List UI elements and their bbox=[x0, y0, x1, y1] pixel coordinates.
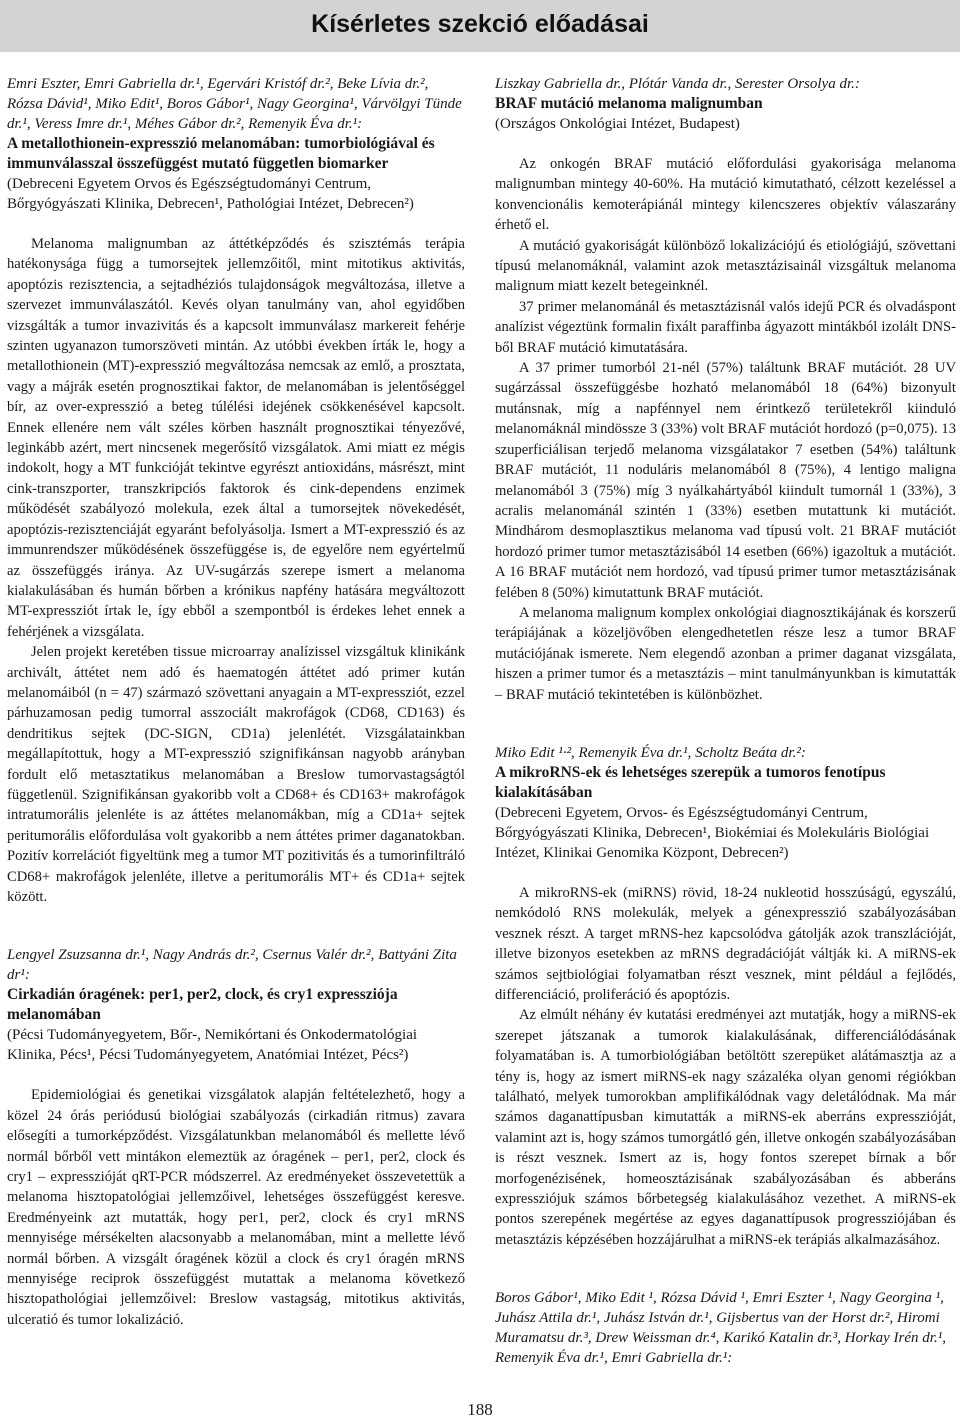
abstract-next-authors bbox=[495, 1288, 956, 1368]
abstract-authors: Lengyel Zsuzsanna dr.¹, Nagy András dr.², Csernus Valér dr.², Battyáni Zita dr¹: bbox=[7, 947, 457, 984]
abstract-microrna bbox=[495, 743, 956, 1250]
section-title: Kísérletes szekció előadásai bbox=[311, 10, 649, 38]
abstract-paragraph: 37 primer melanománál és metasztázisnál valós idejű PCR és olvadáspont analízist végeztünk formalin fixált paraffinba ágyazott mintákból izolált DNS-ből BRAF mutáció kimutatására. bbox=[495, 298, 956, 356]
abstract-title: BRAF mutáció melanoma malignumban bbox=[495, 95, 763, 112]
abstract-paragraph: A 37 primer tumorból 21-nél (57%) találtunk BRAF mutációt. 28 UV sugárzással összefüggésbe hozható melanomából 18 (64%) bizonyult mutánsnak, míg a napfénnyel nem érintkező területekről kiinduló melanomáknál mindössze 3 (33%) volt BRAF mutációt hordozó (p=0,075). 13 szuperficiálisan terjedő melanoma vizsgálatakor 7 esetben (54%) találtunk BRAF mutációt, 11 noduláris melanomából 8 (75%), 4 lentigo maligna melanomából 3 (75%) míg 3 nyálkahártyából kiindult tumornál 1 (33%), 3 acralis melanománál szintén 1 (33%) esetben mutattunk ki mutációt. Mindhárom desmoplasztikus melanoma vad típusú volt. 21 BRAF mutációt hordozó primer tumor metasztázisából 14 esetben (66%) igazoltuk a mutációt. A 16 BRAF mutációt nem hordozó, vad típusú primer tumor metasztázisának felében 8 (50%) kimutattunk BRAF mutációt. bbox=[495, 360, 956, 601]
abstract-authors: Boros Gábor¹, Miko Edit ¹, Rózsa Dávid ¹, Emri Eszter ¹, Nagy Georgina ¹, Juhász Attila dr.¹, Juhász István dr.¹, Gijsbertus van der Horst dr.², Hiromi Muramatsu dr.³, Drew Weissman dr.⁴, Karikó Katalin dr.³, Horkay Irén dr.¹, Remenyik Éva dr.¹, Emri Gabriella dr.¹: bbox=[495, 1290, 946, 1367]
abstract-paragraph: Jelen projekt keretében tissue microarray analízissel vizsgáltuk klinikánk archivált, áttétet nem adó és haematogén áttétet adó primer kután melanomáiból (n = 47) származó szövettani anyagain a MT-expressziót, ezzel párhuzamosan pedig tumorral asszociált makrofágok (CD68, CD163) és dendritikus sejtek (DC-SIGN, CD1a) jelenlétét. Vizsgálatainkban megállapítottuk, hogy a MT-expresszió szignifikánsan nagyobb arányban fordult elő metasztatikus melanomában a Breslow tumorvastagságtól függetlenül. Szignifikánsan gyakoribb volt a CD68+ és CD163+ makrofágok intratumorális jelenléte is az áttétes melanomákban, míg a CD1a+ sejtek peritumorális előfordulása volt gyakoribb a nem áttétes primer daganatokban. Pozitív korrelációt figyeltünk meg a tumor MT pozitivitás és a tumorinfiltráló CD68+ makrofágok jelenléte, illetve a peritumorális MT+ és CD1a+ sejtek között. bbox=[7, 644, 465, 905]
abstract-body bbox=[7, 234, 465, 907]
abstract-title: A metallothionein-expresszió melanomában: tumorbiológiával és immunválasszal összefüggést mutató független biomarker bbox=[7, 135, 435, 172]
abstract-braf-mutation bbox=[495, 74, 956, 705]
abstract-affiliation: (Országos Onkológiai Intézet, Budapest) bbox=[495, 116, 740, 132]
abstract-authors: Liszkay Gabriella dr., Plótár Vanda dr., Serester Orsolya dr.: bbox=[495, 76, 860, 92]
abstract-title: A mikroRNS-ek és lehetséges szerepük a tumoros fenotípus kialakításában bbox=[495, 763, 886, 801]
section-header bbox=[0, 0, 960, 52]
abstract-affiliation: (Debreceni Egyetem, Orvos- és Egészségtudományi Centrum, Bőrgyógyászati Klinika, Debrecen¹, Biokémiai és Molekuláris Biológiai Intézet, Klinikai Genomika Központ, Debrecen²) bbox=[495, 804, 930, 861]
abstract-paragraph: A melanoma malignum komplex onkológiai diagnosztikájának és korszerű terápiájának a közeljövőben elengedhetetlen része lesz a tumor BRAF mutációjának ismerete. Nem elegendő azonban a primer daganat vizsgálata, hiszen a primer tumor és a metasztázis – mint tanulmányunkban is kimutatták – BRAF mutáció tekintetében is különbözhet. bbox=[495, 604, 956, 703]
page-number: 188 bbox=[467, 1400, 493, 1419]
abstract-body bbox=[7, 1085, 465, 1330]
abstract-paragraph: Az elmúlt néhány év kutatási eredményei azt mutatják, hogy a miRNS-ek szerepet játszanak a tumorok kialakulásának, differenciálódásának folyamatában is. A tumorbiológiában betöltött szerepüket alátámasztja az a tény is, hogy az ismert miRNS-ek nagy százaléka olyan genomi régiókban található, melyek tumorokban amplifikálódnak vagy deletálódnak. Ma már számos daganattípusban kimutatták a miRNS-ek aberráns expresszióját, valamint azt is, hogy számos tumorgátló gén, illetve onkogén szabályozásában is részt vesznek. Ismert az is, hogy fontos szerepet bírnak a bőr morfogenézisének, homeosztázisának szabályozásában és abberáns expressziójuk számos bőrbetegség kialakulásához vezethet. A miRNS-ek pontos szerepének megértése az egyes daganattípusok progressziójában és metasztázis képzésében hozzájárulhat a miRNS-ek terápiás alkalmazásához. bbox=[495, 1007, 956, 1248]
abstract-affiliation: (Pécsi Tudományegyetem, Bőr-, Nemikórtani és Onkodermatológiai Klinika, Pécs¹, Pécsi Tudományegyetem, Anatómiai Intézet, Pécs²) bbox=[7, 1027, 418, 1064]
abstract-authors: Miko Edit ¹·², Remenyik Éva dr.¹, Scholtz Beáta dr.²: bbox=[495, 744, 806, 761]
abstract-metallothionein bbox=[7, 74, 465, 907]
abstract-paragraph: Melanoma malignumban az áttétképződés és szisztémás terápia hatékonysága függ a tumorsejtek jellemzőitől, mint mitotikus aktivitás, apoptózis rezisztencia, a sejtadhéziós tulajdonságok megváltozása, illetve a szervezet immunválaszától. Kevés olyan tanulmány van, ahol egyidőben vizsgálták a tumor invazivitás és a kapcsolt immunválasz markereit fehérje szinten ugyanazon tumorszöveti mintán. Az utóbbi években írták le, hogy a metallothionein (MT)-expresszió megváltozása nemcsak az emlő, a prosztata, vagy a májrák esetén prognosztikai faktor, de melanomában is jelentőséggel bír, az over-expresszió a beteg túlélési idejének csökkenésével kapcsolt. Ennek ellenére nem vált széles körben használt prognosztikai tényezővé, leginkább azért, mert nincsenek megerősítő vizsgálatok. Ami miatt ez mégis indokolt, hogy a MT funkcióját tekintve egyrészt antioxidáns, másrészt, mint cink-transzporter, transzkripciós faktorok és cink-dependens enzimek működését szabályozó molekula, ezek által a tumorsejtek növekedését, apoptózis-rezisztenciáját egyaránt befolyásolja. Ismert a MT-expresszió és az immunrendszer működésének összefüggése is, de egyelőre nem egyértelmű az összefüggés iránya. Az UV-sugárzás szerepe ismert a melanoma kialakulásában és humán bőrben a krónikus napfény hatására megváltozott MT-expressziót írtak le, így ebből a szempontból is érdekes lehet ennek a fehérjének a vizsgálata. bbox=[7, 236, 465, 640]
abstract-affiliation: (Debreceni Egyetem Orvos és Egészségtudományi Centrum, Bőrgyógyászati Klinika, Debrecen¹, Pathológiai Intézet, Debrecen²) bbox=[7, 176, 414, 212]
right-column bbox=[495, 74, 956, 1406]
left-column bbox=[7, 74, 465, 1368]
abstract-circadian-genes bbox=[7, 945, 465, 1330]
abstract-paragraph: A mutáció gyakoriságát különböző lokalizációjú és etiológiájú, szövettani típusú melanomáknál, valamint azok metasztázisainál vizsgáltuk melanoma malignum miatt kezelt betegeinknél. bbox=[495, 237, 956, 295]
abstract-body bbox=[495, 883, 956, 1250]
abstract-title: Cirkadián óragének: per1, per2, clock, és cry1 expressziója melanomában bbox=[7, 986, 398, 1024]
abstract-paragraph: Az onkogén BRAF mutáció előfordulási gyakorisága melanoma malignumban mintegy 40-60%. Ha mutáció kimutatható, célzott kezeléssel a konvencionális kemoterápiánál mintegy kilencszeres objektív válaszarány érhető el. bbox=[495, 156, 956, 234]
abstract-body bbox=[495, 154, 956, 705]
abstract-paragraph: A mikroRNS-ek (miRNS) rövid, 18-24 nukleotid hosszúságú, egyszálú, nemkódoló RNS molekulák, melyek a génexpresszió szabályozásában vesznek részt. A target mRNS-hez kapcsolódva gátolják azok transzlációját, illetve bizonyos esetekben az mRNS degradációját váltják ki. A miRNS-ek számos sejtbiológiai folyamatban részt vesznek, mint például a fejlődés, differenciáció, proliferáció és apoptózis. bbox=[495, 884, 956, 1003]
abstract-authors: Emri Eszter, Emri Gabriella dr.¹, Egervári Kristóf dr.², Beke Lívia dr.², Rózsa Dávid¹, Miko Edit¹, Boros Gábor¹, Nagy Georgina¹, Várvölgyi Tünde dr.¹, Veress Imre dr.¹, Méhes Gábor dr.², Remenyik Éva dr.¹: bbox=[7, 76, 462, 132]
abstract-paragraph: Epidemiológiai és genetikai vizsgálatok alapján feltételezhető, hogy a közel 24 órás periódusú biológiai szabályozás (cirkadián ritmus) zavara elősegíti a tumorképződést. Vizsgálatunkban melanomából és mellette lévő normál bőrből vett mintákon elemeztük az óragének – per1, per2, clock és cry1 – expresszióját qRT-PCR módszerrel. Az eredményeket összevetettük a melanoma hisztopatológiai jellemzőivel, lehetséges összefüggést keresve. Eredményeink azt mutatták, hogy per1, per2, clock és cry1 mRNS mennyisége mérsékelten alacsonyabb a melanomában, mint a mellette lévő normál bőrben. A vizsgált óragének közül a clock és cry1 óragén mRNS mennyisége reciprok összefüggést mutattak a melanoma következő hisztopathológiai jellemzőivel: Breslow vastagság, mitotikus aktivitás, ulceratió és tumor lokalizáció. bbox=[7, 1087, 465, 1328]
